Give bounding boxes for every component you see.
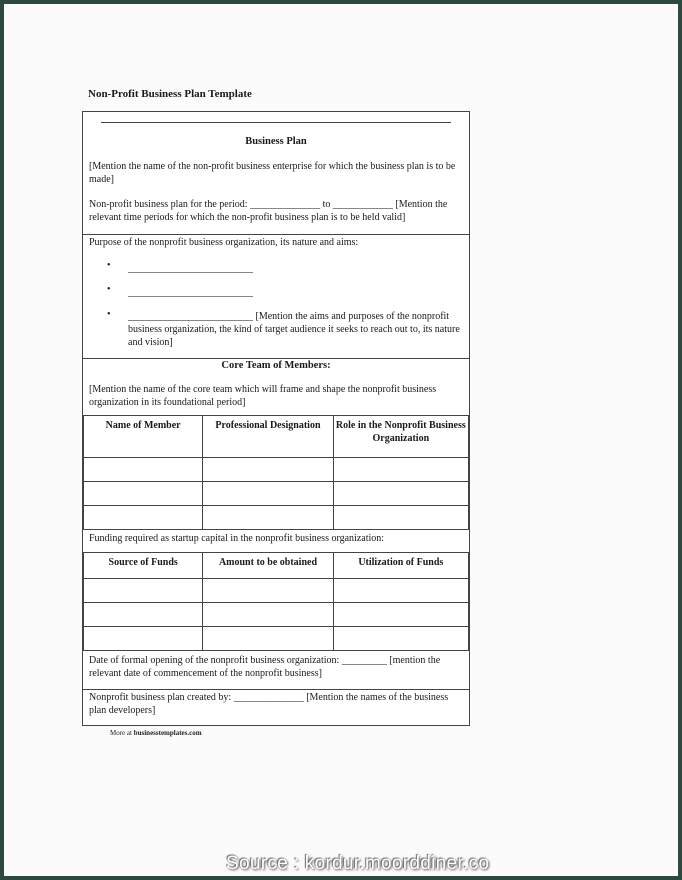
table-cell[interactable]	[333, 482, 468, 506]
table-cell[interactable]	[333, 579, 468, 603]
bullet-marker: •	[107, 260, 111, 271]
form-heading: Business Plan	[245, 136, 307, 147]
bullet-item: _________________________ [Mention the aims and purposes of the nonprofit business organization, the kind of target audience it seeks to reach out to, its nature and vision]	[128, 311, 460, 348]
funds-table	[83, 552, 469, 651]
source-watermark: Source : kordur.moorddiner.co	[226, 853, 490, 874]
members-header-designation: Professional Designation	[203, 416, 333, 458]
members-header-role: Role in the Nonprofit Business Organization	[333, 416, 468, 458]
table-cell[interactable]	[203, 603, 333, 627]
funds-header-utilization: Utilization of Funds	[333, 553, 468, 579]
table-row	[84, 603, 469, 627]
members-header-name: Name of Member	[84, 416, 203, 458]
created-by-text: Nonprofit business plan created by: ______________ [Mention the names of the business plan developers]	[89, 692, 449, 716]
table-row	[84, 482, 469, 506]
divider	[83, 689, 469, 690]
funds-header-amount: Amount to be obtained	[203, 553, 333, 579]
table-cell[interactable]	[333, 627, 468, 651]
bullet-item: _________________________	[128, 263, 253, 274]
table-cell[interactable]	[203, 627, 333, 651]
table-cell[interactable]	[84, 579, 203, 603]
divider	[83, 358, 469, 359]
funds-header-source: Source of Funds	[84, 553, 203, 579]
funding-label: Funding required as startup capital in the nonprofit business organization:	[89, 533, 385, 544]
table-row	[84, 627, 469, 651]
members-table	[83, 415, 469, 530]
period-text: Non-profit business plan for the period: ______________ to ____________ [Mention the relevant time periods for which the non-profit business plan is to be held valid]	[89, 199, 448, 223]
divider	[83, 234, 469, 235]
table-row	[84, 579, 469, 603]
purpose-label: Purpose of the nonprofit business organization, its nature and aims:	[89, 237, 359, 248]
more-site-link[interactable]: businesstemplates.com	[133, 729, 202, 737]
table-cell[interactable]	[203, 506, 333, 530]
top-rule	[101, 122, 451, 123]
table-cell[interactable]	[203, 579, 333, 603]
table-cell[interactable]	[84, 458, 203, 482]
table-cell[interactable]	[333, 506, 468, 530]
table-cell[interactable]	[333, 603, 468, 627]
table-row	[84, 458, 469, 482]
document-title: Non-Profit Business Plan Template	[88, 88, 252, 100]
core-team-heading: Core Team of Members:	[221, 360, 331, 371]
opening-date-text: Date of formal opening of the nonprofit business organization: _________ [mention the relevant date of commencement of the nonprofit business]	[89, 655, 441, 679]
core-team-note: [Mention the name of the core team which will frame and shape the nonprofit business organization in its foundational period]	[89, 384, 437, 408]
business-plan-form	[82, 111, 470, 726]
table-cell[interactable]	[203, 482, 333, 506]
table-cell[interactable]	[84, 506, 203, 530]
table-row	[84, 506, 469, 530]
bullet-marker: •	[107, 284, 111, 295]
table-cell[interactable]	[333, 458, 468, 482]
bullet-item: _________________________	[128, 287, 253, 298]
intro-text: [Mention the name of the non-profit business enterprise for which the business plan is to be made]	[89, 161, 456, 185]
table-cell[interactable]	[84, 603, 203, 627]
table-cell[interactable]	[203, 458, 333, 482]
table-cell[interactable]	[84, 627, 203, 651]
more-link-line	[110, 729, 202, 737]
bullet-marker: •	[107, 309, 111, 320]
table-cell[interactable]	[84, 482, 203, 506]
more-prefix: More at	[110, 729, 132, 737]
